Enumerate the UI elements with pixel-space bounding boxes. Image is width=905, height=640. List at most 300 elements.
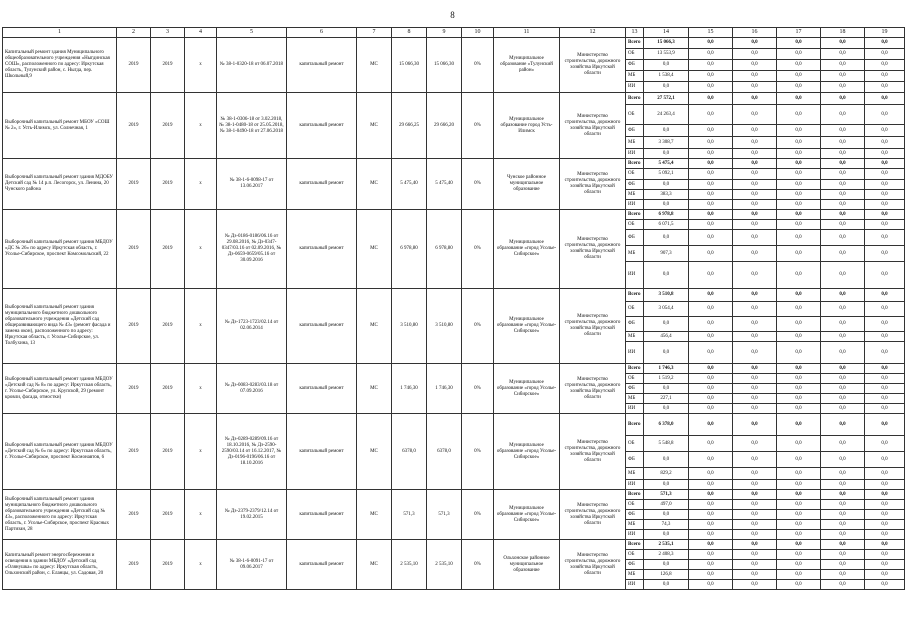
funding-amount-cell: 0,0 (689, 262, 733, 289)
funding-source-cell: ИИ (626, 262, 644, 289)
funding-amount-cell: 0,0 (733, 137, 777, 149)
estimated-cost-cell: 3 510,80 (392, 289, 427, 364)
funding-amount-cell: 0,0 (821, 342, 865, 364)
funding-amount-cell: 6 071,5 (644, 220, 689, 230)
funding-amount-cell: 0,0 (689, 570, 733, 580)
ms-cell: МС (357, 414, 392, 490)
funding-amount-cell: 0,0 (777, 540, 821, 550)
ministry-cell: Министерство строительства, дорожного хозяйства Иркутской области (560, 210, 626, 289)
funding-amount-cell: 0,0 (777, 38, 821, 49)
funding-amount-cell: 0,0 (733, 550, 777, 560)
municipality-cell: Муниципальное образование «город Усолье-Сибирское» (494, 289, 560, 364)
funding-amount-cell: 0,0 (777, 262, 821, 289)
funding-amount-cell: 907,3 (644, 246, 689, 262)
funding-amount-cell: 0,0 (865, 210, 905, 220)
funding-amount-cell: 0,0 (733, 500, 777, 510)
funding-amount-cell: 0,0 (865, 342, 905, 364)
object-row (3, 414, 905, 436)
funding-source-cell: Всего (626, 364, 644, 374)
funding-amount-cell: 0,0 (689, 210, 733, 220)
funding-amount-cell: 0,0 (777, 149, 821, 159)
funding-amount-cell: 74,3 (644, 520, 689, 530)
funding-amount-cell: 0,0 (733, 468, 777, 480)
funding-amount-cell: 0,0 (777, 246, 821, 262)
readiness-percent-cell: 0% (462, 289, 494, 364)
end-year-cell: 2019 (151, 414, 185, 490)
funding-amount-cell: 0,0 (689, 60, 733, 71)
work-type-cell: капитальный ремонт (287, 159, 357, 210)
funding-amount-cell: 0,0 (733, 71, 777, 82)
ms-cell: МС (357, 93, 392, 159)
funding-amount-cell: 0,0 (821, 149, 865, 159)
funding-source-cell: Всего (626, 540, 644, 550)
funding-amount-cell: 0,0 (821, 82, 865, 93)
funding-source-cell: МБ (626, 190, 644, 200)
funding-amount-cell: 0,0 (689, 480, 733, 490)
funding-amount-cell: 0,0 (689, 540, 733, 550)
funding-amount-cell: 0,0 (865, 71, 905, 82)
funding-amount-cell: 829,2 (644, 468, 689, 480)
funding-source-cell: ИИ (626, 404, 644, 414)
funding-source-cell: ФБ (626, 384, 644, 394)
funding-amount-cell: 0,0 (689, 82, 733, 93)
ministry-cell: Министерство строительства, дорожного хозяйства Иркутской области (560, 414, 626, 490)
funding-amount-cell: 0,0 (821, 105, 865, 125)
funding-source-cell: ФБ (626, 452, 644, 468)
funding-amount-cell: 0,0 (689, 169, 733, 180)
funding-amount-cell: 0,0 (821, 180, 865, 190)
object-name-cell: Выборочный капитальный ремонт здания МБДОУ «Детский сад № 8» по адресу: Иркутская область, г. Усолье-Сибирское, ул. Крупской, 29 (ремонт кровли, фасада, отмостки) (3, 364, 117, 414)
funding-source-cell: ИИ (626, 149, 644, 159)
funding-amount-cell: 0,0 (865, 540, 905, 550)
funding-source-cell: ИИ (626, 580, 644, 590)
readiness-percent-cell: 0% (462, 364, 494, 414)
funding-source-cell: ФБ (626, 125, 644, 137)
funding-amount-cell: 0,0 (733, 490, 777, 500)
funding-source-cell: ФБ (626, 180, 644, 190)
funding-amount-cell: 0,0 (644, 404, 689, 414)
funding-amount-cell: 0,0 (777, 560, 821, 570)
funding-amount-cell: 2 408,3 (644, 550, 689, 560)
funding-amount-cell: 227,1 (644, 394, 689, 404)
municipality-cell: Муниципальное образование «город Усолье-Сибирское» (494, 210, 560, 289)
funding-amount-cell: 1 519,2 (644, 374, 689, 384)
funding-amount-cell: 0,0 (733, 317, 777, 332)
marker-cell: х (185, 364, 217, 414)
funding-amount-cell: 0,0 (821, 404, 865, 414)
funding-amount-cell: 0,0 (865, 137, 905, 149)
readiness-percent-cell: 0% (462, 540, 494, 590)
funding-source-cell: МБ (626, 520, 644, 530)
funding-source-cell: ИИ (626, 480, 644, 490)
ms-cell: МС (357, 364, 392, 414)
estimated-cost-cell: 29 666,25 (392, 93, 427, 159)
funding-amount-cell: 0,0 (689, 137, 733, 149)
expertise-doc-cell: № 38-1-0306-18 от 3.02.2018, № 38-1-0480-18 от 25.05.2018, № 38-1-0490-18 от 27.06.2018 (217, 93, 287, 159)
funding-amount-cell: 0,0 (821, 230, 865, 246)
work-type-cell: капитальный ремонт (287, 414, 357, 490)
funding-amount-cell: 0,0 (644, 125, 689, 137)
funding-source-cell: ОБ (626, 550, 644, 560)
column-header: 19 (865, 28, 905, 38)
funding-amount-cell: 0,0 (689, 105, 733, 125)
start-year-cell: 2019 (117, 93, 151, 159)
column-header: 1 (3, 28, 117, 38)
readiness-percent-cell: 0% (462, 38, 494, 93)
column-header: 10 (462, 28, 494, 38)
funding-amount-cell: 0,0 (777, 436, 821, 452)
estimated-cost-cell: 571,3 (392, 490, 427, 540)
funding-amount-cell: 0,0 (733, 510, 777, 520)
funding-amount-cell: 0,0 (821, 169, 865, 180)
ms-cell: МС (357, 159, 392, 210)
funding-source-cell: ФБ (626, 510, 644, 520)
municipality-cell: Муниципальное образование «город Усолье-Сибирское» (494, 490, 560, 540)
cost-cell: 6378,0 (427, 414, 462, 490)
ministry-cell: Министерство строительства, дорожного хозяйства Иркутской области (560, 159, 626, 210)
funding-amount-cell: 2 535,1 (644, 540, 689, 550)
funding-amount-cell: 0,0 (821, 220, 865, 230)
end-year-cell: 2019 (151, 159, 185, 210)
funding-amount-cell: 0,0 (777, 190, 821, 200)
funding-amount-cell: 0,0 (865, 230, 905, 246)
funding-source-cell: МБ (626, 332, 644, 342)
funding-amount-cell: 24 263,4 (644, 105, 689, 125)
start-year-cell: 2019 (117, 289, 151, 364)
funding-amount-cell: 5 548,8 (644, 436, 689, 452)
cost-cell: 15 066,30 (427, 38, 462, 93)
end-year-cell: 2019 (151, 490, 185, 540)
funding-amount-cell: 0,0 (689, 71, 733, 82)
funding-amount-cell: 0,0 (865, 468, 905, 480)
funding-amount-cell: 0,0 (644, 560, 689, 570)
funding-amount-cell: 0,0 (733, 38, 777, 49)
funding-amount-cell: 0,0 (689, 332, 733, 342)
funding-amount-cell: 0,0 (865, 159, 905, 169)
funding-amount-cell: 1 538,4 (644, 71, 689, 82)
column-header: 15 (689, 28, 733, 38)
funding-amount-cell: 0,0 (689, 246, 733, 262)
funding-amount-cell: 0,0 (821, 560, 865, 570)
end-year-cell: 2019 (151, 364, 185, 414)
municipality-cell: Ольхонское районное муниципальное образование (494, 540, 560, 590)
funding-amount-cell: 3 308,7 (644, 137, 689, 149)
funding-source-cell: ОБ (626, 436, 644, 452)
funding-amount-cell: 0,0 (865, 190, 905, 200)
funding-amount-cell: 0,0 (865, 394, 905, 404)
readiness-percent-cell: 0% (462, 210, 494, 289)
funding-amount-cell: 0,0 (777, 93, 821, 105)
funding-amount-cell: 0,0 (733, 210, 777, 220)
funding-amount-cell: 0,0 (777, 510, 821, 520)
funding-amount-cell: 0,0 (865, 332, 905, 342)
funding-amount-cell: 0,0 (865, 82, 905, 93)
column-header: 11 (494, 28, 560, 38)
end-year-cell: 2019 (151, 38, 185, 93)
funding-amount-cell: 0,0 (777, 200, 821, 210)
funding-amount-cell: 0,0 (689, 342, 733, 364)
column-header: 2 (117, 28, 151, 38)
expertise-doc-cell: № 38-1-6-0098-17 от 13.06.2017 (217, 159, 287, 210)
funding-amount-cell: 0,0 (865, 38, 905, 49)
funding-amount-cell: 0,0 (777, 332, 821, 342)
funding-amount-cell: 0,0 (821, 38, 865, 49)
funding-amount-cell: 0,0 (644, 510, 689, 520)
funding-source-cell: Всего (626, 93, 644, 105)
expertise-doc-cell: № Дз-0289-0289/09.16 от 18.10.2016, № Дз-2590-2590/03.14 от 16.12.2017, № Дз-0196-0196/06.16 от 18.10.2016 (217, 414, 287, 490)
funding-amount-cell: 0,0 (733, 414, 777, 436)
funding-amount-cell: 0,0 (865, 374, 905, 384)
funding-amount-cell: 0,0 (644, 384, 689, 394)
funding-amount-cell: 0,0 (733, 246, 777, 262)
column-header: 8 (392, 28, 427, 38)
work-type-cell: капитальный ремонт (287, 364, 357, 414)
funding-amount-cell: 0,0 (733, 520, 777, 530)
funding-source-cell: ОБ (626, 220, 644, 230)
marker-cell: х (185, 159, 217, 210)
funding-amount-cell: 0,0 (644, 480, 689, 490)
funding-amount-cell: 0,0 (733, 332, 777, 342)
funding-amount-cell: 0,0 (733, 404, 777, 414)
column-header: 9 (427, 28, 462, 38)
object-row (3, 210, 905, 220)
funding-amount-cell: 0,0 (777, 394, 821, 404)
funding-amount-cell: 0,0 (865, 220, 905, 230)
work-type-cell: капитальный ремонт (287, 38, 357, 93)
funding-amount-cell: 0,0 (865, 302, 905, 317)
funding-amount-cell: 5 092,1 (644, 169, 689, 180)
funding-amount-cell: 0,0 (689, 490, 733, 500)
funding-amount-cell: 0,0 (733, 49, 777, 60)
object-name-cell: Выборочный капитальный ремонт здания муниципального бюджетного дошкольного образовательного учреждения «Детский сад общеразвивающего вида № 43» (ремонт фасада и замена окон), расположенного по адресу: Иркутская область, г. Усолье-Сибирское, ул. Толбухина, 13 (3, 289, 117, 364)
page-number: 8 (450, 10, 455, 20)
funding-amount-cell: 0,0 (777, 137, 821, 149)
funding-amount-cell: 0,0 (865, 550, 905, 560)
funding-source-cell: ИИ (626, 82, 644, 93)
object-row (3, 289, 905, 302)
funding-source-cell: ИИ (626, 200, 644, 210)
funding-amount-cell: 0,0 (865, 436, 905, 452)
funding-amount-cell: 3 054,4 (644, 302, 689, 317)
funding-amount-cell: 0,0 (865, 570, 905, 580)
funding-amount-cell: 0,0 (689, 190, 733, 200)
funding-amount-cell: 0,0 (689, 414, 733, 436)
ms-cell: МС (357, 490, 392, 540)
funding-amount-cell: 0,0 (689, 374, 733, 384)
funding-amount-cell: 0,0 (689, 38, 733, 49)
object-name-cell: Капитальный ремонт энергосбережения и освещения в здании МБДОУ «Детский сад «Олянушка» по адресу: Иркутская область, Ольхонский район, с. Еланцы, ул. Садовая, 20 (3, 540, 117, 590)
start-year-cell: 2019 (117, 159, 151, 210)
funding-amount-cell: 0,0 (821, 394, 865, 404)
funding-amount-cell: 0,0 (821, 302, 865, 317)
funding-amount-cell: 0,0 (821, 468, 865, 480)
funding-amount-cell: 0,0 (865, 180, 905, 190)
readiness-percent-cell: 0% (462, 159, 494, 210)
cost-cell: 29 666,20 (427, 93, 462, 159)
marker-cell: х (185, 93, 217, 159)
start-year-cell: 2019 (117, 490, 151, 540)
funding-source-cell: Всего (626, 414, 644, 436)
column-header: 13 (626, 28, 644, 38)
cost-cell: 3 510,80 (427, 289, 462, 364)
funding-amount-cell: 0,0 (689, 125, 733, 137)
funding-amount-cell: 0,0 (733, 159, 777, 169)
column-header: 3 (151, 28, 185, 38)
funding-amount-cell: 0,0 (865, 480, 905, 490)
funding-amount-cell: 0,0 (689, 404, 733, 414)
funding-amount-cell: 0,0 (821, 500, 865, 510)
funding-amount-cell: 0,0 (777, 452, 821, 468)
object-row (3, 38, 905, 49)
funding-amount-cell: 497,0 (644, 500, 689, 510)
funding-amount-cell: 0,0 (865, 317, 905, 332)
funding-amount-cell: 0,0 (821, 540, 865, 550)
funding-amount-cell: 0,0 (644, 82, 689, 93)
funding-amount-cell: 0,0 (733, 262, 777, 289)
investment-program-table (2, 27, 905, 590)
funding-amount-cell: 0,0 (644, 452, 689, 468)
funding-amount-cell: 0,0 (821, 246, 865, 262)
funding-amount-cell: 0,0 (865, 452, 905, 468)
start-year-cell: 2019 (117, 540, 151, 590)
funding-amount-cell: 0,0 (689, 468, 733, 480)
funding-amount-cell: 0,0 (821, 364, 865, 374)
funding-amount-cell: 0,0 (689, 580, 733, 590)
funding-amount-cell: 6 978,8 (644, 210, 689, 220)
expertise-doc-cell: № Дз-2379-2379/12.14 от 19.02.2015 (217, 490, 287, 540)
funding-amount-cell: 0,0 (777, 480, 821, 490)
funding-amount-cell: 0,0 (821, 60, 865, 71)
funding-amount-cell: 0,0 (821, 490, 865, 500)
funding-amount-cell: 0,0 (689, 436, 733, 452)
funding-amount-cell: 0,0 (689, 520, 733, 530)
funding-amount-cell: 0,0 (644, 60, 689, 71)
funding-amount-cell: 0,0 (821, 289, 865, 302)
funding-amount-cell: 0,0 (777, 364, 821, 374)
funding-amount-cell: 0,0 (733, 530, 777, 540)
ms-cell: МС (357, 289, 392, 364)
funding-amount-cell: 0,0 (689, 230, 733, 246)
funding-amount-cell: 0,0 (821, 71, 865, 82)
funding-amount-cell: 0,0 (733, 560, 777, 570)
funding-amount-cell: 383,3 (644, 190, 689, 200)
funding-amount-cell: 0,0 (777, 520, 821, 530)
funding-amount-cell: 0,0 (865, 414, 905, 436)
funding-amount-cell: 0,0 (777, 210, 821, 220)
column-header: 7 (357, 28, 392, 38)
object-name-cell: Выборочный капитальный ремонт МБОУ «СОШ № 2», г. Усть-Илимск, ул. Солнечная, 1 (3, 93, 117, 159)
marker-cell: х (185, 289, 217, 364)
funding-amount-cell: 0,0 (777, 530, 821, 540)
funding-amount-cell: 0,0 (777, 374, 821, 384)
funding-amount-cell: 0,0 (777, 580, 821, 590)
start-year-cell: 2019 (117, 38, 151, 93)
funding-source-cell: ИИ (626, 530, 644, 540)
readiness-percent-cell: 0% (462, 93, 494, 159)
funding-amount-cell: 0,0 (733, 230, 777, 246)
funding-amount-cell: 0,0 (865, 93, 905, 105)
expertise-doc-cell: № Дз-1723-1723/02.14 от 02.06.2014 (217, 289, 287, 364)
funding-amount-cell: 571,3 (644, 490, 689, 500)
estimated-cost-cell: 6 978,80 (392, 210, 427, 289)
object-row (3, 159, 905, 169)
funding-amount-cell: 0,0 (733, 580, 777, 590)
funding-amount-cell: 0,0 (689, 530, 733, 540)
start-year-cell: 2019 (117, 210, 151, 289)
funding-amount-cell: 0,0 (689, 149, 733, 159)
funding-amount-cell: 0,0 (865, 289, 905, 302)
expertise-doc-cell: № Дз-0186-0186/06.16 от 29.08.2016, № Дз-0347-0347/03.16 от 02.09.2016, № Дз-0659-0659/05.16 от 30.09.2016 (217, 210, 287, 289)
column-header: 16 (733, 28, 777, 38)
funding-amount-cell: 0,0 (733, 125, 777, 137)
work-type-cell: капитальный ремонт (287, 93, 357, 159)
funding-amount-cell: 0,0 (689, 550, 733, 560)
funding-amount-cell: 0,0 (821, 137, 865, 149)
funding-amount-cell: 0,0 (689, 220, 733, 230)
object-row (3, 490, 905, 500)
funding-source-cell: ФБ (626, 230, 644, 246)
funding-amount-cell: 0,0 (777, 49, 821, 60)
start-year-cell: 2019 (117, 414, 151, 490)
funding-amount-cell: 0,0 (777, 230, 821, 246)
funding-amount-cell: 0,0 (733, 452, 777, 468)
funding-amount-cell: 0,0 (865, 500, 905, 510)
funding-amount-cell: 0,0 (733, 480, 777, 490)
object-name-cell: Выборочный капитальный ремонт здания муниципального бюджетного дошкольного образовательного учреждения «Детский сад № 43», расположенного по адресу: Иркутская область, г. Усолье-Сибирское, проспект Красных Партизан, 28 (3, 490, 117, 540)
funding-amount-cell: 0,0 (821, 550, 865, 560)
funding-amount-cell: 0,0 (644, 530, 689, 540)
funding-amount-cell: 0,0 (777, 384, 821, 394)
funding-amount-cell: 0,0 (821, 480, 865, 490)
funding-amount-cell: 0,0 (865, 200, 905, 210)
ms-cell: МС (357, 540, 392, 590)
funding-amount-cell: 0,0 (689, 49, 733, 60)
funding-amount-cell: 0,0 (689, 180, 733, 190)
funding-amount-cell: 15 066,3 (644, 38, 689, 49)
funding-amount-cell: 0,0 (777, 500, 821, 510)
funding-source-cell: ОБ (626, 169, 644, 180)
funding-amount-cell: 0,0 (821, 210, 865, 220)
readiness-percent-cell: 0% (462, 490, 494, 540)
funding-amount-cell: 0,0 (777, 220, 821, 230)
estimated-cost-cell: 5 475,40 (392, 159, 427, 210)
municipality-cell: Муниципальное образование «город Усолье-Сибирское» (494, 364, 560, 414)
funding-amount-cell: 1 746,3 (644, 364, 689, 374)
object-row (3, 364, 905, 374)
funding-source-cell: Всего (626, 159, 644, 169)
funding-amount-cell: 0,0 (689, 384, 733, 394)
funding-amount-cell: 0,0 (733, 342, 777, 364)
funding-source-cell: ФБ (626, 560, 644, 570)
readiness-percent-cell: 0% (462, 414, 494, 490)
funding-amount-cell: 0,0 (821, 190, 865, 200)
funding-amount-cell: 0,0 (821, 510, 865, 520)
funding-amount-cell: 3 510,8 (644, 289, 689, 302)
funding-amount-cell: 0,0 (644, 580, 689, 590)
funding-amount-cell: 0,0 (689, 93, 733, 105)
funding-source-cell: МБ (626, 468, 644, 480)
funding-amount-cell: 0,0 (733, 220, 777, 230)
column-header: 12 (560, 28, 626, 38)
funding-amount-cell: 0,0 (733, 436, 777, 452)
funding-source-cell: ФБ (626, 60, 644, 71)
funding-amount-cell: 0,0 (733, 82, 777, 93)
funding-amount-cell: 0,0 (821, 414, 865, 436)
funding-source-cell: Всего (626, 38, 644, 49)
funding-amount-cell: 0,0 (821, 125, 865, 137)
municipality-cell: Муниципальное образование «город Усолье-Сибирское» (494, 414, 560, 490)
object-name-cell: Выборочный капитальный ремонт здания МДОБУ Детский сад № 14 р.п. Лесогорск, ул. Ленина, 20 Чунского района (3, 159, 117, 210)
